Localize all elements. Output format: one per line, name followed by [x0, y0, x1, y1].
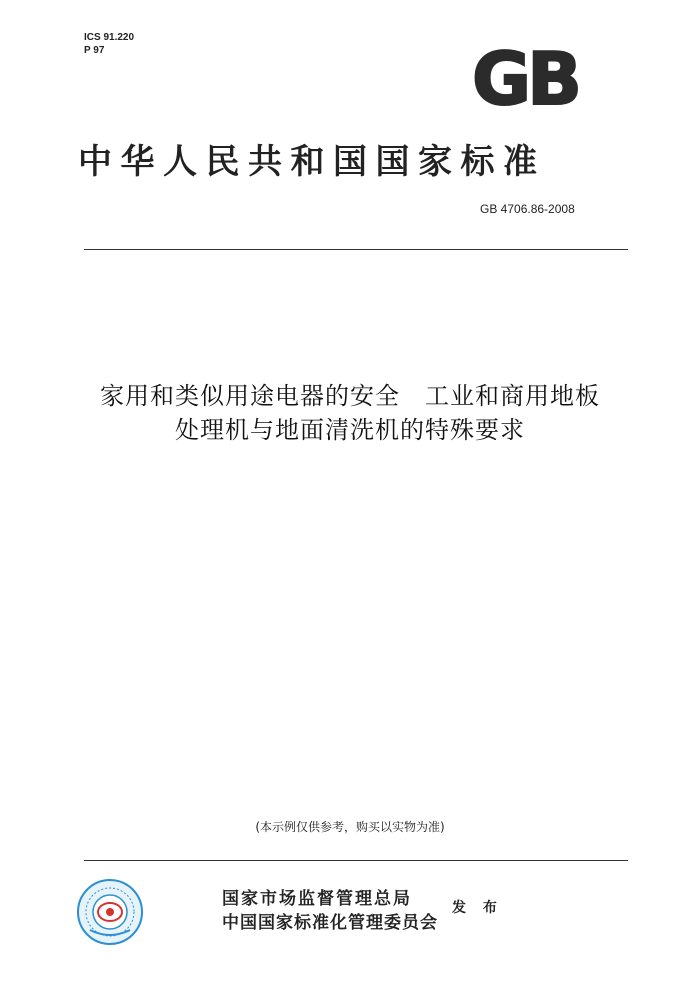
publish-label: 发 布 [452, 900, 503, 916]
standard-org-title: 中华人民共和国国家标准 [78, 142, 546, 182]
ics-code: ICS 91.220 [84, 32, 135, 43]
document-title-line2: 处理机与地面清洗机的特殊要求 [175, 416, 525, 444]
gb-logo-icon [460, 42, 590, 112]
certification-seal-icon [76, 878, 144, 946]
footer-divider [84, 860, 628, 861]
header-divider [84, 249, 628, 250]
classification-code: P 97 [84, 45, 105, 56]
document-title-line1: 家用和类似用途电器的安全 工业和商用地板 [100, 382, 600, 410]
gb-logo-text: GB [472, 42, 578, 112]
ics-block [84, 31, 134, 57]
issuer-line1: 国家市场监督管理总局 [222, 889, 412, 909]
issuer-line2: 中国国家标准化管理委员会 [222, 913, 438, 933]
standard-number: GB 4706.86-2008 [480, 202, 575, 216]
sample-note: (本示例仅供参考，购买以实物为准) [255, 820, 445, 834]
